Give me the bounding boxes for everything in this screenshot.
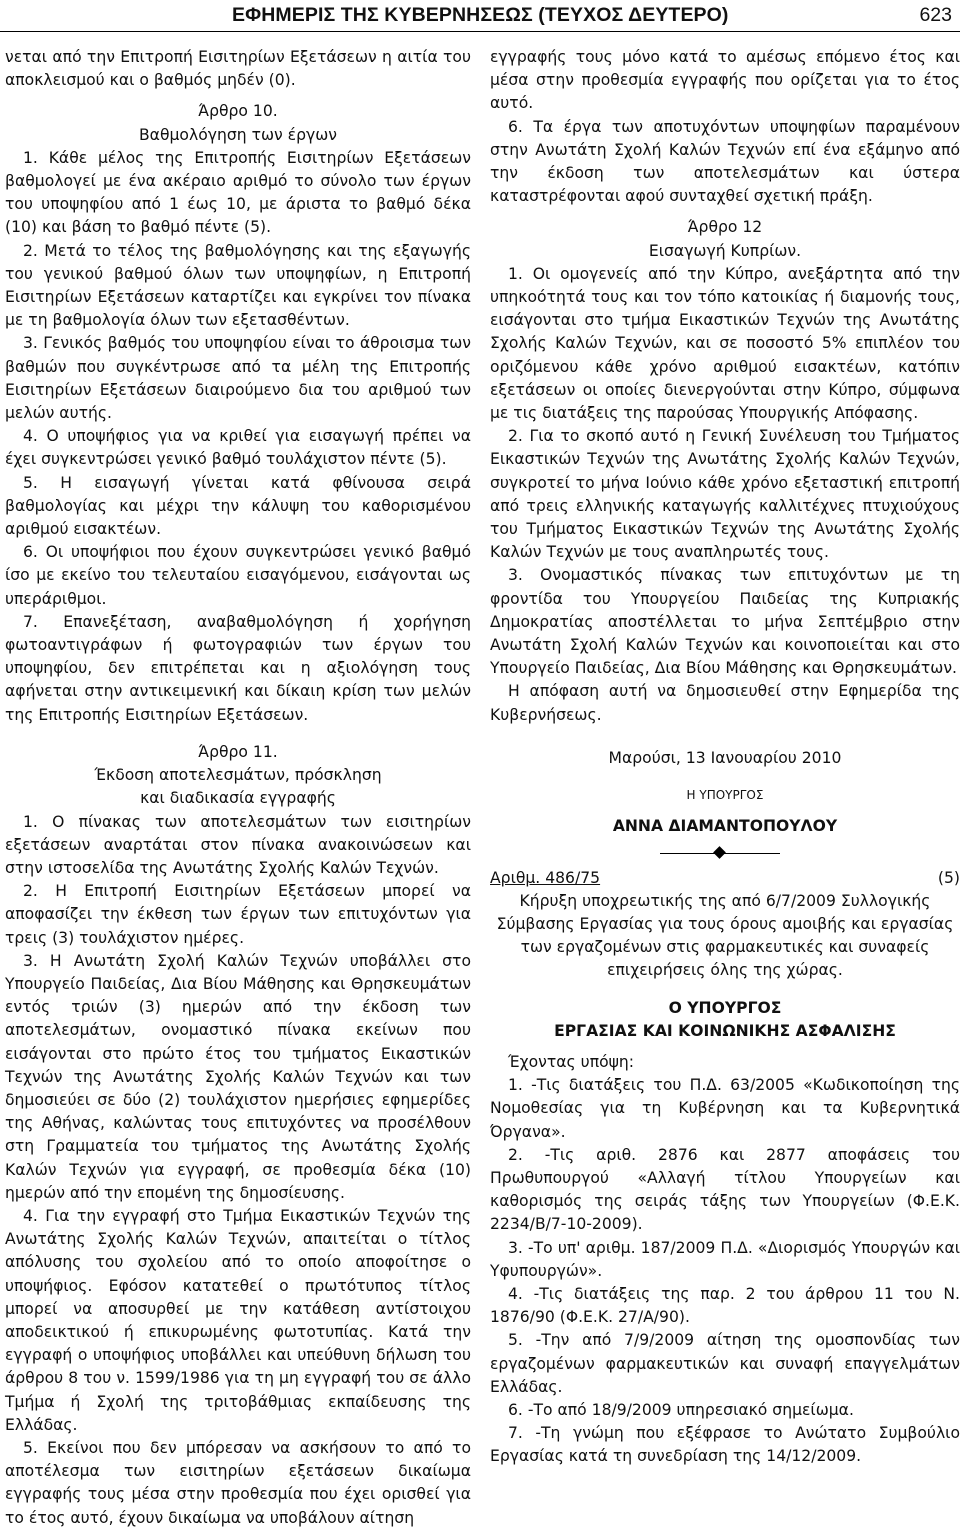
place-date: Μαρούσι, 13 Ιανουαρίου 2010	[608, 748, 842, 767]
page-number: 623	[919, 4, 952, 26]
article-12-title: Εισαγωγή Κυπρίων.	[648, 241, 802, 260]
decision-index: (5)	[937, 868, 960, 887]
article-11-para-2: 2. Η Επιτροπή Εισιτηρίων Εξετάσεων μπορεί να αποφασίζει την έκθεση των έργων των επιτυχόντων για τρεις (3) τουλάχιστον ημέρες.	[5, 882, 471, 947]
section-separator	[490, 839, 960, 867]
minister-title-line-2: ΕΡΓΑΣΙΑΣ ΚΑΙ ΚΟΙΝΩΝΙΚΗΣ ΑΣΦΑΛΙΣΗΣ	[554, 1021, 896, 1040]
list-item: 4. -Τις διατάξεις της παρ. 2 του άρθρου 11 του Ν. 1876/90 (Φ.Ε.Κ. 27/Α/90).	[490, 1284, 960, 1327]
minister-role: Η ΥΠΟΥΡΓΟΣ	[686, 788, 764, 803]
gazette-title: ΕΦΗΜΕΡΙΣ ΤΗΣ ΚΥΒΕΡΝΗΣΕΩΣ (ΤΕΥΧΟΣ ΔΕΥΤΕΡΟ)	[232, 4, 729, 26]
article-11-para-6: 6. Τα έργα των αποτυχόντων υποψηφίων παραμένουν στην Ανωτάτη Σχολή Καλών Τεχνών επί ένα εξάμηνο από την έκδοση των αποτελεσμάτων και ύστερα καταστρέφονται αφού συνταχθεί σχετική πράξη.	[490, 117, 960, 206]
article-11-title-line-1: Έκδοση αποτελεσμάτων, πρόσκληση	[94, 766, 382, 785]
article-11-para-1: 1. Ο πίνακας των αποτελεσμάτων των εισιτηρίων εξετάσεων αναρτάται στον πίνακα ανακοινώσεων και στην ιστοσελίδα της Ανωτάτης Σχολής Καλών Τεχνών.	[5, 812, 471, 877]
article-10-para-4: 4. Ο υποψήφιος για να κριθεί για εισαγωγή πρέπει να έχει συγκεντρώσει γενικό βαθμό τουλάχιστον πέντε (5).	[5, 427, 471, 469]
left-column	[5, 46, 471, 1530]
article-10-para-6: 6. Οι υποψήφιοι που έχουν συγκεντρώσει γενικό βαθμό ίσο με εκείνο του τελευταίου εισαγόμενου, εισάγονται ως υπεράριθμοι.	[5, 543, 471, 608]
article-12-para-3: 3. Ονομαστικός πίνακας των επιτυχόντων με τη φροντίδα του Υπουργείου Παιδείας της Κυπριακής Δημοκρατίας αποστέλλεται το μήνα Σεπτέμβριο στην Ανωτάτη Σχολή Καλών Τεχνών και κοινοποιείται και στο Υπουργείο Παιδείας, Δια Βίου Μάθησης και Θρησκευμάτων.	[490, 566, 960, 678]
list-item: 3. -Το υπ' αριθμ. 187/2009 Π.Δ. «Διορισμός Υπουργών και Υφυπουργών».	[490, 1238, 960, 1280]
header-rule	[0, 31, 960, 32]
article-12-number: Άρθρο 12	[687, 218, 763, 237]
article-10-number: Άρθρο 10.	[198, 102, 278, 121]
article-10-para-1: 1. Κάθε μέλος της Επιτροπής Εισιτηρίων Εξετάσεων βαθμολογεί με ένα ακέραιο αριθμό το σύνολο των έργων του υποψηφίου από 1 έως 10, με άριστα το βαθμό δέκα (10) και βάση το βαθμό πέντε (5).	[5, 148, 471, 237]
article-12-para-1: 1. Οι ομογενείς από την Κύπρο, ανεξάρτητα από την υπηκοότητά τους και τον τόπο κατοικίας ή διαμονής τους, εισάγονται στο τμήμα Εικαστικών Τεχνών της Ανωτάτης Σχολής Καλών Τεχνών, και σε ποσοστό 5% επιπλέον του οριζόμενου κάθε χρόνο αριθμού εισακτέων, κατόπιν εξετάσεων οι οποίες διενεργούνται στην Κύπρο, σύμφωνα με τις διατάξεις της παρούσας Υπουργικής Απόφασης.	[490, 264, 960, 423]
page-header	[0, 0, 960, 34]
article-11-title-line-2: και διαδικασία εγγραφής	[140, 789, 336, 808]
publication-order: Η απόφαση αυτή να δημοσιευθεί στην Εφημερίδα της Κυβερνήσεως.	[490, 682, 960, 724]
article-10-para-7: 7. Επανεξέταση, αναβαθμολόγηση ή χορήγηση φωτοαντιγράφων ή φωτογραφιών των έργων του υποψηφίου, δεν επιτρέπεται και η αξιολόγηση τους αφήνεται στην αντικειμενική και δίκαιη κρίση των μελών της Επιτροπής Εισιτηρίων Εξετάσεων.	[5, 612, 471, 724]
article-10-para-2: 2. Μετά το τέλος της βαθμολόγησης και της εξαγωγής του γενικού βαθμού όλων των υποψηφίων, η Επιτροπή Εισιτηρίων Εξετάσεων καταρτίζει και εγκρίνει τον πίνακα με τη βαθμολογία όλων των εξετασθέντων.	[5, 241, 471, 330]
article-11-para-5: 5. Εκείνοι που δεν μπόρεσαν να ασκήσουν το από το αποτέλεσμα των εισιτηρίων εξετάσεων δικαίωμα εγγραφής τους μέσα στην προθεσμία που έχει ορισθεί για το έτος αυτό, έχουν δικαίωμα να υποβάλουν αίτηση	[5, 1438, 471, 1527]
list-item: 2. -Τις αριθ. 2876 και 2877 αποφάσεις του Πρωθυπουργού «Αλλαγή τίτλου Υπουργείων και καθορισμός της σειράς τάξης των Υπουργείων (Φ.Ε.Κ. 2234/Β/7-10-2009).	[490, 1145, 960, 1234]
list-item: 6. -Το από 18/9/2009 υπηρεσιακό σημείωμα.	[508, 1400, 854, 1419]
right-column	[490, 46, 960, 1469]
decision-number: Αριθμ. 486/75	[490, 868, 601, 887]
decision-title: Κήρυξη υποχρεωτικής της από 6/7/2009 Συλλογικής Σύμβασης Εργασίας για τους όρους αμοιβής και εργασίας των εργαζομένων στις φαρμακευτικές και συναφείς επιχειρήσεις όλης της χώρας.	[496, 891, 954, 980]
list-item: 1. -Τις διατάξεις του Π.Δ. 63/2005 «Κωδικοποίηση της Νομοθεσίας για τη Κυβέρνηση και τα Κυβερνητικά Όργανα».	[490, 1076, 960, 1141]
article-12-para-2: 2. Για το σκοπό αυτό η Γενική Συνέλευση του Τμήματος Εικαστικών Τεχνών της Ανωτάτης Σχολής Καλών Τεχνών, συγκροτεί το μήνα Ιούνιο κάθε χρόνο εξεταστική επιτροπή από τρεις ελληνικής καταγωγής καλλιτέχνες πτυχιούχους του Τμήματος Εικαστικών Τεχνών της Ανωτάτης Σχολής Καλών Τεχνών με τους αναπληρωτές τους.	[490, 427, 960, 562]
article-10-title: Βαθμολόγηση των έργων	[138, 125, 338, 144]
article-11-para-3: 3. Η Ανωτάτη Σχολή Καλών Τεχνών υποβάλλει στο Υπουργείο Παιδείας, Δια Βίου Μάθησης και Θρησκευμάτων εντός τριών (3) ημερών από την έκδοση των αποτελεσμάτων, ονομαστικό πίνακα εκείνων που εισάγονται στο πρώτο έτος του τμήματος Εικαστικών Τεχνών της Ανωτάτης Σχολής Καλών Τεχνών και των δημοσιεύει σε δύο (2) τουλάχιστον ημερήσιες εφημερίδες της Αθήνας, καλώντας τους επιτυχόντες να προσέλθουν στη Γραμματεία του τμήματος της Ανωτάτης Σχολής Καλών Τεχνών για εγγραφή, σε προθεσμία δέκα (10) ημερών από την επομένη της δημοσίευσης.	[5, 951, 471, 1202]
decision-reference	[490, 867, 960, 890]
article-10-para-5: 5. Η εισαγωγή γίνεται κατά φθίνουσα σειρά βαθμολογίας και μέχρι την κάλυψη του καθορισμένου αριθμού εισακτέων.	[5, 473, 471, 539]
having-regard: Έχοντας υπόψη:	[508, 1052, 635, 1071]
article-11-para-4: 4. Για την εγγραφή στο Τμήμα Εικαστικών Τεχνών της Ανωτάτης Σχολής Καλών Τεχνών, απαιτείται ο τίτλος απόλυσης του σχολείου από το οποίο αποφοίτησε ο υποψήφιος. Εφόσον κατατεθεί ο πρωτότυπος τίτλος μπορεί να αποσυρθεί με την κατάθεση αντίστοιχου αποδεικτικού ή επικυρωμένης φωτοτυπίας. Κατά την εγγραφή ο υποψήφιος υποβάλλει και υπεύθυνη δήλωση του άρθρου 8 του ν. 1599/1986 για τη μη εγγραφή του σε άλλο Τμήμα ή Σχολή της τριτοβάθμιας εκπαίδευσης της Ελλάδας.	[5, 1206, 471, 1434]
minister-title-line-1: Ο ΥΠΟΥΡΓΟΣ	[668, 998, 782, 1017]
list-item: 7. -Τη γνώμη που εξέφρασε το Ανώτατο Συμβούλιο Εργασίας κατά τη συνεδρίαση της 14/12/2009.	[490, 1424, 960, 1466]
continued-paragraph: νεται από την Επιτροπή Εισιτηρίων Εξετάσεων η αιτία του αποκλεισμού και ο βαθμός μηδέν (0).	[5, 48, 471, 90]
continued-paragraph: εγγραφής τους μόνο κατά το αμέσως επόμενο έτος και μέσα στην προθεσμία εγγραφής που ορίζεται για το έτος αυτό.	[490, 48, 960, 113]
article-11-number: Άρθρο 11.	[198, 742, 278, 761]
minister-name: ΑΝΝΑ ΔΙΑΜΑΝΤΟΠΟΥΛΟΥ	[612, 817, 838, 836]
list-item: 5. -Την από 7/9/2009 αίτηση της ομοσπονδίας των εργαζομένων φαρμακευτικών και συναφή επαγγελμάτων Ελλάδας.	[490, 1331, 960, 1396]
article-10-para-3: 3. Γενικός βαθμός του υποψηφίου είναι το άθροισμα των βαθμών που συγκέντρωσε από τα μέλη της Επιτροπής Εισιτηρίων Εξετάσεων διαιρούμενο δια του αριθμού των μελών αυτής.	[5, 334, 471, 423]
